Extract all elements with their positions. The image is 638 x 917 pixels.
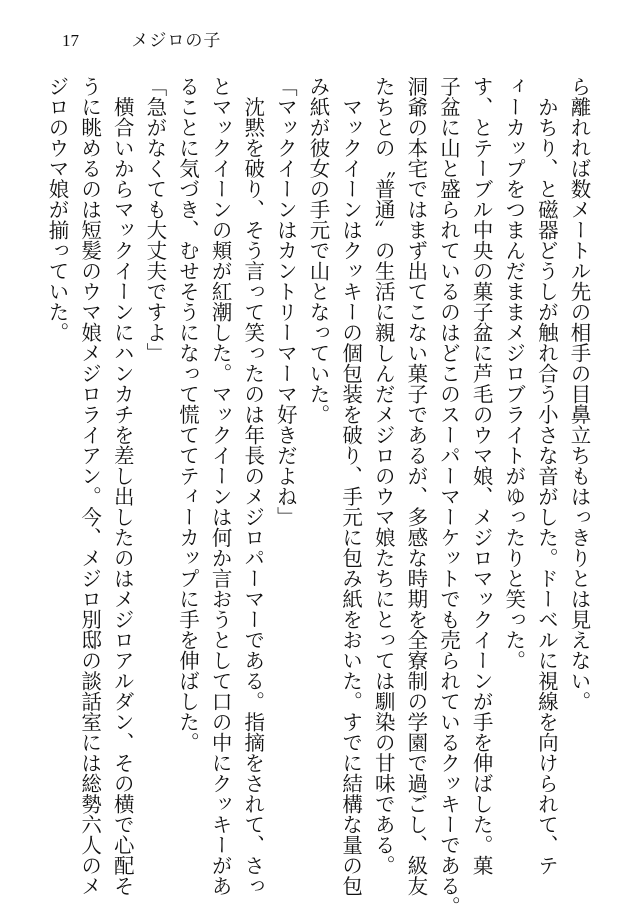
text-line: ることに気づき、むせそうになって慌ててティーカップに手を伸ばした。 (175, 76, 200, 753)
text-line: み紙が彼女の手元で山となっていた。 (306, 76, 330, 425)
text-line: ら離れれば数メートル先の相手の目鼻立ちもはっきりとは見えない。 (567, 76, 591, 712)
text-line: マックイーンはクッキーの個包装を破り、手元に包み紙をおいた。すでに結構な量の包 (338, 76, 363, 896)
text-line: す、とテーブル中央の菓子盆に芦毛のウマ娘、メジロマックイーンが手を伸ばした。菓 (469, 76, 494, 876)
text-line: 横合いからマックイーンにハンカチを差し出したのはメジロアルダン、その横で心配そ (110, 76, 135, 896)
running-title: メジロの子 (131, 31, 222, 51)
text-line: たちとの〝普通〟の生活に親しんだメジロのウマ娘たちにとっては馴染の甘味である。 (371, 76, 396, 876)
text-line: 洞爺の本宅ではまず出てこない菓子であるが、多感な時期を全寮制の学園で過ごし、級友 (403, 76, 428, 896)
text-line: かちり、と磁器どうしが触れ合う小さな音がした。ドーベルに視線を向けられて、テ (534, 76, 559, 876)
text-line: 「マックイーンはカントリーマーマ好きだよね」 (273, 76, 298, 527)
text-line: 子盆に山と盛られているのはどこのスーパーマーケットでも売られているクッキーである。 (436, 76, 461, 917)
page-number: 17 (62, 31, 79, 50)
text-line: ィーカップをつまんだままメジロブライトがゆったりと笑った。 (501, 76, 526, 671)
text-line: うに眺めるのは短髪のウマ娘メジロライアン。今、メジロ別邸の談話室には総勢六人のメ (77, 76, 102, 896)
text-line: ジロのウマ娘が揃っていた。 (45, 76, 69, 343)
text-line: 沈黙を破り、そう言って笑ったのは年長のメジロパーマーである。指摘をされて、さっ (240, 76, 265, 896)
text-line: とマックイーンの頬が紅潮した。マックイーンは何か言おうとして口の中にクッキーがあ (208, 76, 233, 896)
vertical-body-text (44, 76, 592, 917)
page-header (62, 30, 221, 52)
text-line: 「急がなくても大丈夫ですよ」 (142, 76, 167, 363)
